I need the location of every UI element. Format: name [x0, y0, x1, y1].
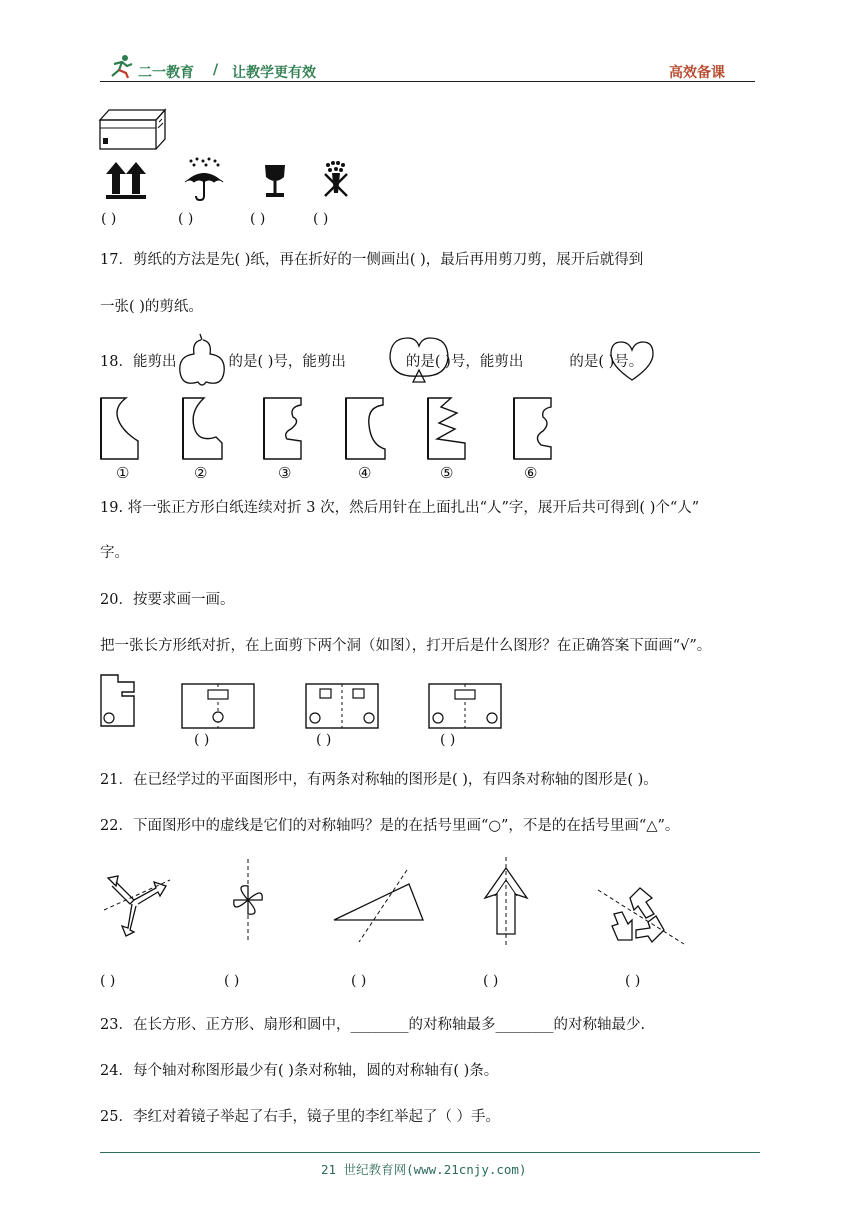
q20-paren-2: ( ) — [316, 732, 332, 748]
q18-label-3: ③ — [278, 464, 292, 482]
q17-line2: 一张( )的剪纸。 — [100, 299, 203, 315]
footer-divider — [100, 1152, 760, 1153]
package-box-icon — [99, 108, 167, 150]
q21-text: 21．在已经学过的平面图形中，有两条对称轴的图形是( )，有四条对称轴的图形是( )。 — [100, 772, 658, 788]
q22-tree-arrow-figure — [473, 856, 539, 946]
q22-paren-1: ( ) — [100, 973, 116, 989]
q22-paren-2: ( ) — [224, 973, 240, 989]
q18-option-1 — [100, 397, 142, 461]
gourd-shape-icon — [176, 332, 228, 390]
logo-text: 二一教育 — [138, 65, 194, 81]
keep-away-from-heat-icon — [320, 160, 352, 200]
q16-paren-3: ( ) — [250, 211, 266, 227]
q22-paren-3: ( ) — [351, 973, 367, 989]
spade-shape-icon — [388, 334, 450, 386]
q19-line2: 字。 — [100, 545, 129, 561]
q20-option-1 — [181, 683, 255, 729]
q18-label-4: ④ — [358, 464, 372, 482]
header-tag: 高效备课 — [669, 65, 725, 81]
q22-pinwheel-figure — [226, 858, 270, 944]
this-way-up-icon — [104, 160, 148, 200]
q18-part1: 18．能剪出 — [100, 354, 177, 370]
q18-part3: 的是( )号，能剪出 — [405, 354, 524, 370]
q18-part2: 的是( )号，能剪出 — [228, 354, 346, 370]
q20-instruction: 把一张长方形纸对折，在上面剪下两个洞（如图），打开后是什么图形？在正确答案下面画“√”。 — [100, 638, 712, 654]
q18-option-2 — [182, 397, 224, 461]
logo-runner-icon — [108, 54, 134, 78]
header-divider — [100, 81, 755, 82]
q18-label-2: ② — [194, 464, 208, 482]
header-slogan: 让教学更有效 — [232, 65, 316, 81]
header-separator: / — [213, 62, 219, 78]
q16-paren-4: ( ) — [313, 211, 329, 227]
q23-text: 23．在长方形、正方形、扇形和圆中，________的对称轴最多________的对称轴最少. — [100, 1017, 646, 1033]
footer-text: 21 世纪教育网(www.21cnjy.com) — [321, 1162, 527, 1177]
q19-line1: 19. 将一张正方形白纸连续对折 3 次，然后用针在上面扎出“人”字，展开后共可得到( )个“人” — [100, 500, 700, 516]
q18-label-5: ⑤ — [440, 464, 454, 482]
q22-paren-4: ( ) — [483, 973, 499, 989]
q18-option-4 — [345, 397, 387, 461]
fragile-icon — [262, 163, 288, 199]
q22-text: 22．下面图形中的虚线是它们的对称轴吗？是的在括号里画“○”，不是的在括号里画“△”。 — [100, 818, 680, 834]
q22-arrows-figure — [100, 866, 172, 938]
q18-label-6: ⑥ — [524, 464, 538, 482]
q22-paren-5: ( ) — [625, 973, 641, 989]
q17-line1: 17．剪纸的方法是先( )纸，再在折好的一侧画出( )，最后再用剪刀剪，展开后就得到 — [100, 252, 644, 268]
q20-paren-1: ( ) — [194, 732, 210, 748]
heart-shape-icon — [609, 340, 655, 382]
q16-paren-2: ( ) — [178, 211, 194, 227]
q25-text: 25．李红对着镜子举起了右手，镜子里的李红举起了（ ）手。 — [100, 1109, 501, 1125]
q20-title: 20．按要求画一画。 — [100, 592, 235, 608]
q18-label-1: ① — [116, 464, 130, 482]
keep-dry-icon — [183, 156, 225, 202]
q20-paren-3: ( ) — [440, 732, 456, 748]
q20-folded-paper — [100, 674, 136, 728]
q22-triangle-figure — [333, 866, 425, 942]
q22-recycle-figure — [596, 884, 686, 950]
q18-option-6 — [513, 397, 555, 461]
q18-option-5 — [427, 397, 469, 461]
q18-option-3 — [263, 397, 305, 461]
q24-text: 24．每个轴对称图形最少有( )条对称轴，圆的对称轴有( )条。 — [100, 1063, 499, 1079]
q16-paren-1: ( ) — [101, 211, 117, 227]
q20-option-3 — [428, 683, 502, 729]
q18-part4: 的是( )号。 — [569, 354, 644, 370]
q20-option-2 — [305, 683, 379, 729]
